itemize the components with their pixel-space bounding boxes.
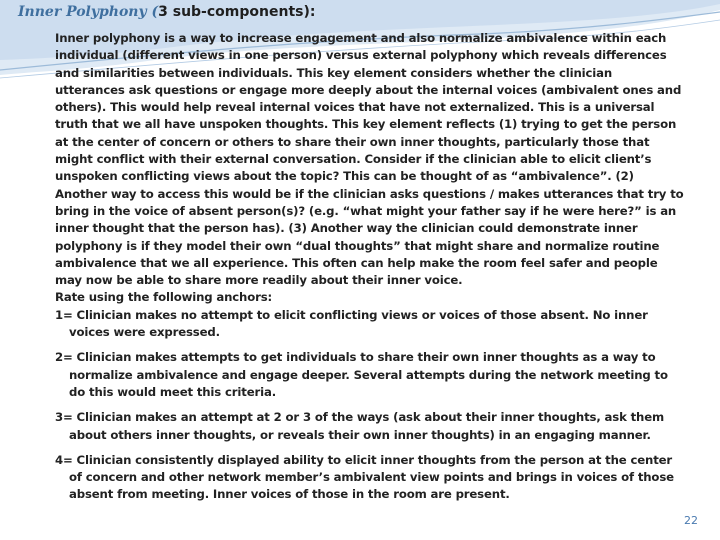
anchor-text-continued: do this would meet this criteria. [69,384,276,399]
intro-line: others). This would help reveal internal voices that have not externalized. This is a universal [55,100,655,115]
intro-line: truth that we all have unspoken thoughts. This key element reflects (1) trying to get the person [55,117,677,132]
anchor-text-continued: absent from meeting. Inner voices of those in the room are present. [69,487,510,502]
slide-title [18,3,315,21]
slide-content [55,30,720,512]
anchor-item [55,409,720,444]
intro-line: and similarities between individuals. This key element considers whether the clinician [55,65,613,80]
anchor-text: 2= Clinician makes attempts to get individuals to share their own inner thoughts as a way to [55,350,656,365]
slide-title-rest: 3 sub-components): [158,4,316,20]
anchor-text-continued: normalize ambivalence and engage deeper. Several attempts during the network meeting to [69,367,668,382]
anchor-item [55,307,720,342]
intro-line: at the center of concern or others to share their own inner thoughts, particularly those that [55,134,650,149]
anchor-text-continued: of concern and other network member’s ambivalent view points and brings in voices of those [69,470,674,485]
anchor-text: 1= Clinician makes no attempt to elicit conflicting views or voices of those absent. No inner [55,307,648,322]
intro-line: polyphony is if they model their own “dual thoughts” that might share and normalize routine [55,238,660,253]
intro-line: bring in the voice of absent person(s)? (e.g. “what might your father say if he were here?” is an [55,203,677,218]
page-number: 22 [684,514,698,527]
intro-line: might conflict with their external conversation. Consider if the clinician able to elicit client’s [55,152,652,167]
intro-paragraph [55,30,720,289]
anchor-text-continued: about others inner thoughts, or reveals their own inner thoughts) in an engaging manner. [69,427,651,442]
intro-line: Another way to access this would be if the clinician asks questions / makes utterances that try to [55,186,684,201]
anchor-item [55,349,720,401]
intro-line: inner thought that the person has). (3) Another way the clinician could demonstrate inner [55,221,638,236]
slide-title-lead: Inner Polyphony ( [18,4,159,20]
rate-heading: Rate using the following anchors: [55,290,273,305]
intro-line: may now be able to share more readily about their inner voice. [55,273,463,288]
anchor-text-continued: voices were expressed. [69,325,220,340]
intro-line: Inner polyphony is a way to increase engagement and also normalize ambivalence within each [55,31,667,45]
intro-line: utterances ask questions or engage more deeply about the internal voices (ambivalent ones and [55,82,682,97]
anchor-text: 3= Clinician makes an attempt at 2 or 3 of the ways (ask about their inner thoughts, ask them [55,410,665,425]
anchor-text: 4= Clinician consistently displayed ability to elicit inner thoughts from the person at the center [55,452,673,467]
intro-line: ambivalence that we all experience. This often can help make the room feel safer and people [55,255,658,270]
intro-line: unspoken conflicting views about the topic? This can be thought of as “ambivalence”. (2) [55,169,634,184]
anchor-list [55,307,720,504]
anchor-item [55,452,720,504]
intro-line: individual (different views in one person) versus external polyphony which reveals differences [55,48,667,63]
